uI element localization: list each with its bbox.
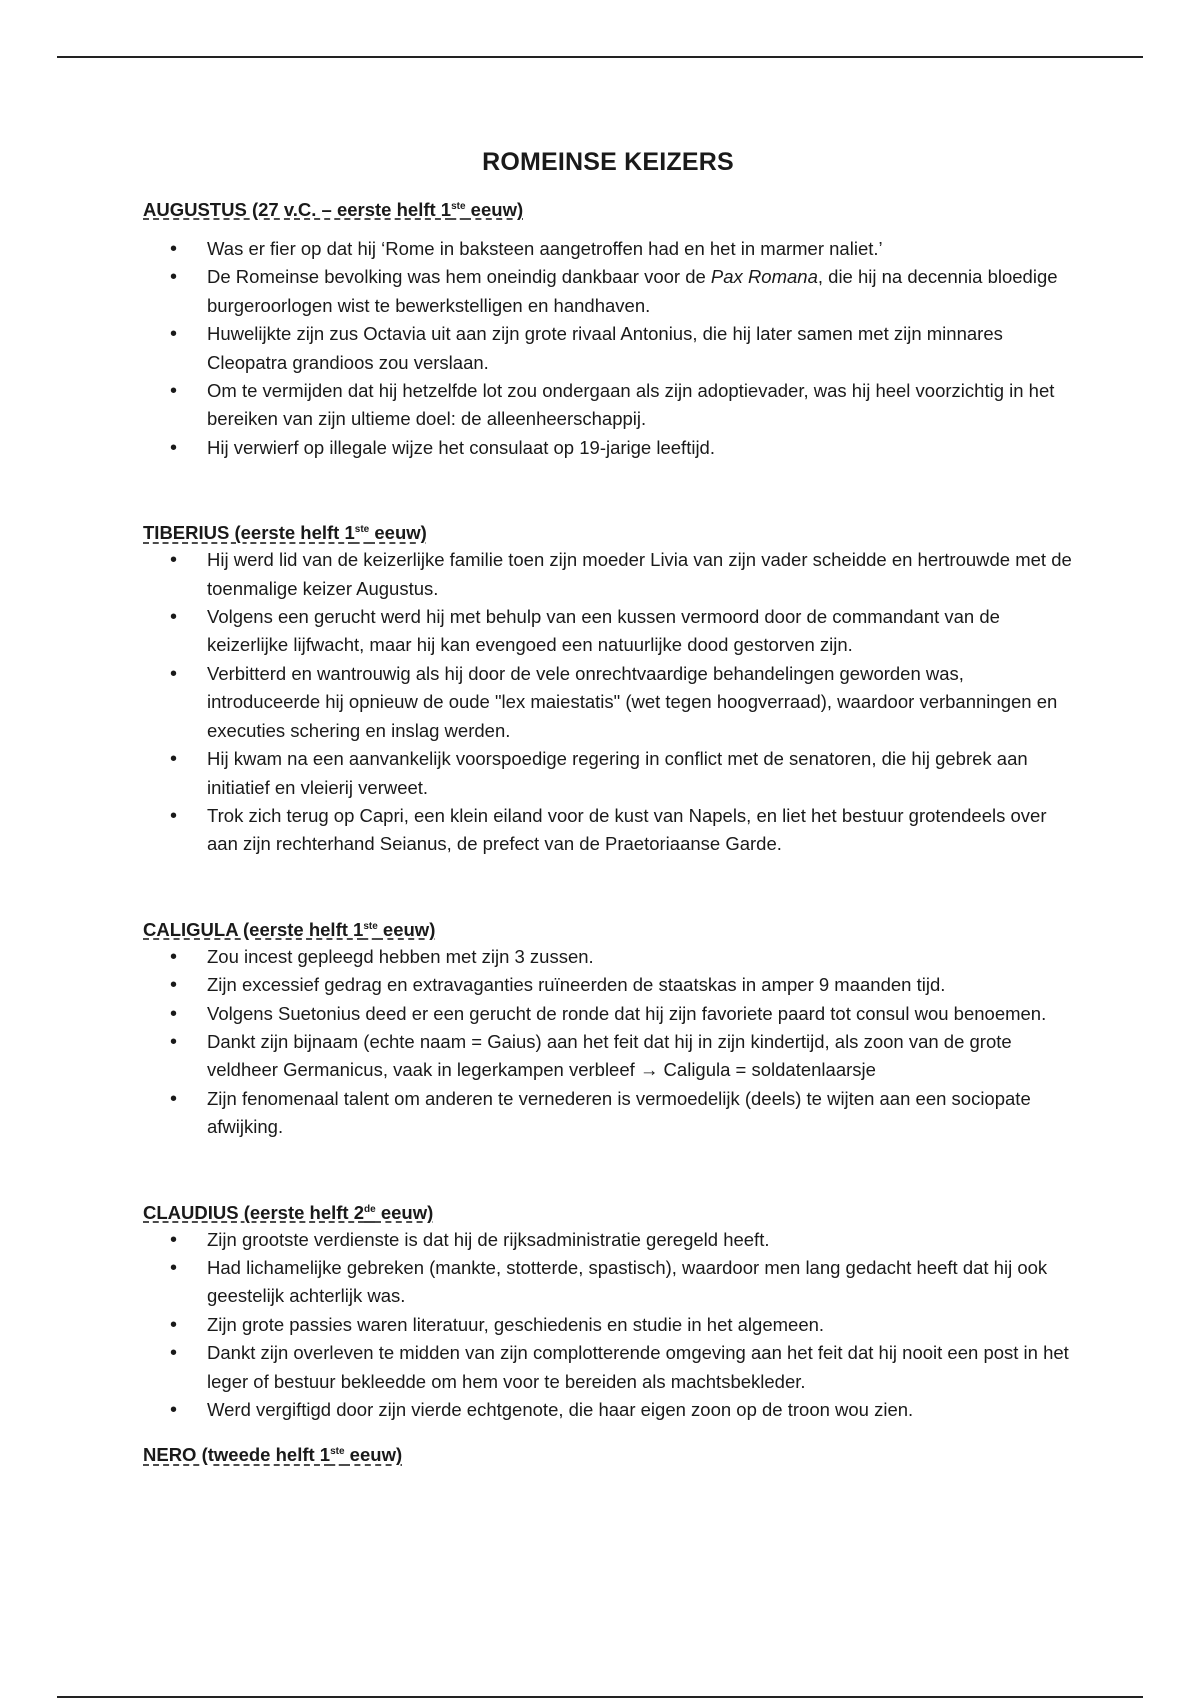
section-tiberius	[143, 520, 1073, 858]
bullet-list-caligula	[143, 943, 1073, 1142]
section-heading-nero	[143, 1442, 1073, 1468]
list-item: • Werd vergiftigd door zijn vierde echtgenote, die haar eigen zoon op de troon wou zien.	[143, 1396, 1073, 1424]
list-item: • Hij werd lid van de keizerlijke familie toen zijn moeder Livia van zijn vader scheidde en hertrouwde met de toenmalige keizer Augustus.	[143, 546, 1073, 603]
list-item: • Huwelijkte zijn zus Octavia uit aan zijn grote rivaal Antonius, die hij later samen met zijn minnares Cleopatra grandioos zou verslaan.	[143, 320, 1073, 377]
section-claudius	[143, 1200, 1073, 1425]
list-item-text: , die hij na decennia bloedige burgeroorlogen wist te bewerkstelligen en handhaven.	[207, 266, 1058, 316]
heading-text-end: eeuw)	[344, 1444, 403, 1466]
list-item: • Dankt zijn overleven te midden van zijn complotterende omgeving aan het feit dat hij nooit een post in het leger of bestuur bekleedde om hem voor te bereiden als machtsbekleder.	[143, 1339, 1073, 1396]
section-heading-caligula	[143, 917, 1073, 943]
list-item: • Zijn grootste verdienste is dat hij de rijksadministratie geregeld heeft.	[143, 1226, 1073, 1254]
heading-text-end: eeuw)	[375, 1201, 434, 1223]
heading-text: TIBERIUS (eerste helft 1	[143, 522, 355, 544]
bullet-list-tiberius	[143, 546, 1073, 858]
list-item	[143, 263, 1073, 320]
section-augustus	[143, 197, 1073, 462]
section-caligula	[143, 917, 1073, 1142]
list-item: • Zijn excessief gedrag en extravaganties ruïneerden de staatskas in amper 9 maanden tijd.	[143, 971, 1073, 999]
list-item: • Hij kwam na een aanvankelijk voorspoedige regering in conflict met de senatoren, die hij gebrek aan initiatief en vleierij verweet.	[143, 745, 1073, 802]
list-item: • Verbitterd en wantrouwig als hij door de vele onrechtvaardige behandelingen geworden was, introduceerde hij opnieuw de oude "lex maiestatis" (wet tegen hoogverraad), waardoor verbanningen en executies schering en inslag werden.	[143, 660, 1073, 745]
heading-superscript: de	[364, 1203, 376, 1215]
heading-text: CALIGULA (eerste helft 1	[143, 918, 364, 940]
list-item: • Hij verwierf op illegale wijze het consulaat op 19-jarige leeftijd.	[143, 434, 1073, 462]
header-rule	[57, 56, 1143, 58]
heading-superscript: ste	[363, 920, 378, 932]
heading-text-end: eeuw)	[465, 199, 524, 220]
heading-superscript: ste	[451, 201, 466, 212]
list-item: • Was er fier op dat hij ‘Rome in baksteen aangetroffen had en het in marmer naliet.’	[143, 235, 1073, 263]
heading-superscript: ste	[330, 1446, 345, 1458]
bullet-list-claudius	[143, 1226, 1073, 1425]
bullet-list-augustus	[143, 235, 1073, 462]
heading-text-end: eeuw)	[369, 522, 427, 544]
list-item: • Zijn grote passies waren literatuur, geschiedenis en studie in het algemeen.	[143, 1311, 1073, 1339]
section-nero	[143, 1442, 1073, 1468]
document-title: ROMEINSE KEIZERS	[482, 148, 734, 176]
section-heading-augustus	[143, 197, 1073, 223]
list-item: • Trok zich terug op Capri, een klein eiland voor de kust van Napels, en liet het bestuur grotendeels over aan zijn rechterhand Seianus, de prefect van de Praetoriaanse Garde.	[143, 802, 1073, 859]
list-item-italic-text: Pax Romana	[710, 266, 818, 288]
document-body	[143, 148, 1073, 1468]
section-heading-tiberius	[143, 520, 1073, 546]
list-item: • Volgens een gerucht werd hij met behulp van een kussen vermoord door de commandant van de keizerlijke lijfwacht, maar hij kan evengoed een natuurlijke dood gestorven zijn.	[143, 603, 1073, 660]
list-item: • Om te vermijden dat hij hetzelfde lot zou ondergaan als zijn adoptievader, was hij heel voorzichtig in het bereiken van zijn ultieme doel: de alleenheerschappij.	[143, 377, 1073, 434]
list-item: • Zou incest gepleegd hebben met zijn 3 zussen.	[143, 943, 1073, 971]
heading-text: NERO (tweede helft 1	[143, 1444, 331, 1466]
list-item: • Had lichamelijke gebreken (mankte, stotterde, spastisch), waardoor men lang gedacht heeft dat hij ook geestelijk achterlijk was.	[143, 1254, 1073, 1311]
heading-text: AUGUSTUS (27 v.C. – eerste helft 1	[143, 199, 452, 220]
list-item: • Zijn fenomenaal talent om anderen te vernederen is vermoedelijk (deels) te wijten aan een sociopate afwijking.	[143, 1085, 1073, 1142]
heading-text-end: eeuw)	[377, 918, 436, 940]
footer-rule	[57, 1696, 1143, 1698]
list-item-text: De Romeinse bevolking was hem oneindig dankbaar voor de	[207, 266, 711, 288]
list-item: • Volgens Suetonius deed er een gerucht de ronde dat hij zijn favoriete paard tot consul wou benoemen.	[143, 1000, 1073, 1028]
section-heading-claudius	[143, 1200, 1073, 1226]
list-item: • Dankt zijn bijnaam (echte naam = Gaius) aan het feit dat hij in zijn kindertijd, als zoon van de grote veldheer Germanicus, vaak in legerkampen verbleef → Caligula = soldatenlaarsje	[143, 1028, 1073, 1085]
heading-text: CLAUDIUS (eerste helft 2	[143, 1201, 365, 1223]
heading-superscript: ste	[354, 524, 370, 536]
